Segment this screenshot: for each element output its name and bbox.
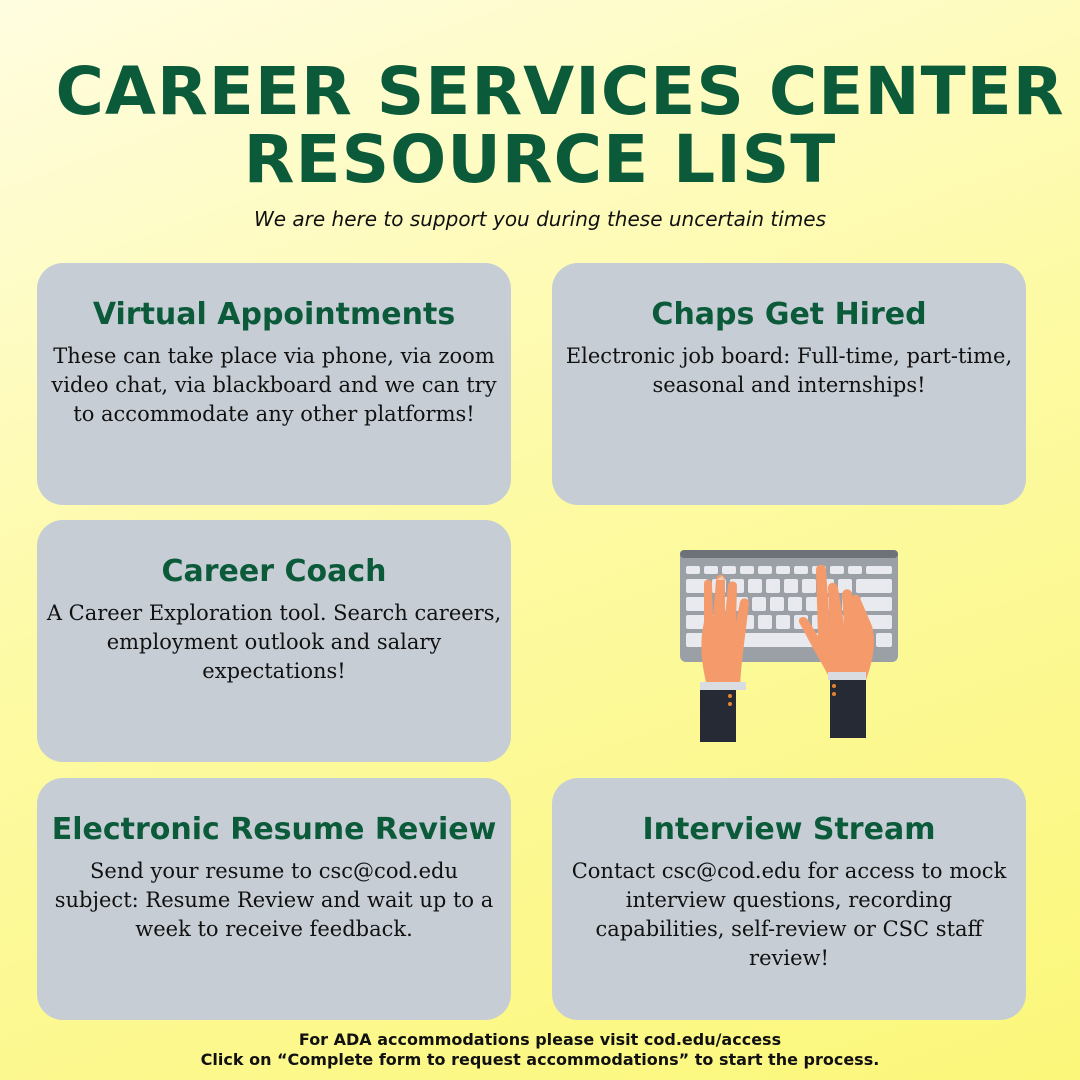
card-body: These can take place via phone, via zoom video chat, via blackboard and we can try to accommodate any other platforms! <box>51 344 497 426</box>
hands-typing-keyboard-icon <box>670 540 910 750</box>
card-body: Send your resume to csc@cod.edu subject: Resume Review and wait up to a week to receive feedback. <box>54 859 494 941</box>
card-title: Interview Stream <box>642 812 936 847</box>
card-title: Electronic Resume Review <box>51 812 497 847</box>
card-interview-stream <box>552 778 1026 1020</box>
card-chaps-get-hired <box>552 263 1026 505</box>
ada-footer <box>0 1030 1080 1070</box>
card-electronic-resume-review <box>37 778 511 1020</box>
card-virtual-appointments <box>37 263 511 505</box>
page-title <box>0 53 1080 198</box>
card-title: Chaps Get Hired <box>651 297 927 332</box>
card-body: Contact csc@cod.edu for access to mock interview questions, recording capabilities, self-review or CSC staff review! <box>571 859 1007 970</box>
card-body: Electronic job board: Full-time, part-time, seasonal and internships! <box>565 344 1013 397</box>
subtitle: We are here to support you during these uncertain times <box>253 207 827 231</box>
card-body: A Career Exploration tool. Search careers, employment outlook and salary expectations! <box>46 601 502 683</box>
title-line-1: CAREER SERVICES CENTER <box>55 53 1065 130</box>
card-title: Virtual Appointments <box>92 297 456 332</box>
card-title: Career Coach <box>161 554 387 589</box>
card-career-coach <box>37 520 511 762</box>
footer-line-1: For ADA accommodations please visit cod.edu/access <box>298 1030 782 1049</box>
footer-line-2: Click on “Complete form to request accommodations” to start the process. <box>200 1050 880 1069</box>
title-line-2: RESOURCE LIST <box>243 121 837 198</box>
